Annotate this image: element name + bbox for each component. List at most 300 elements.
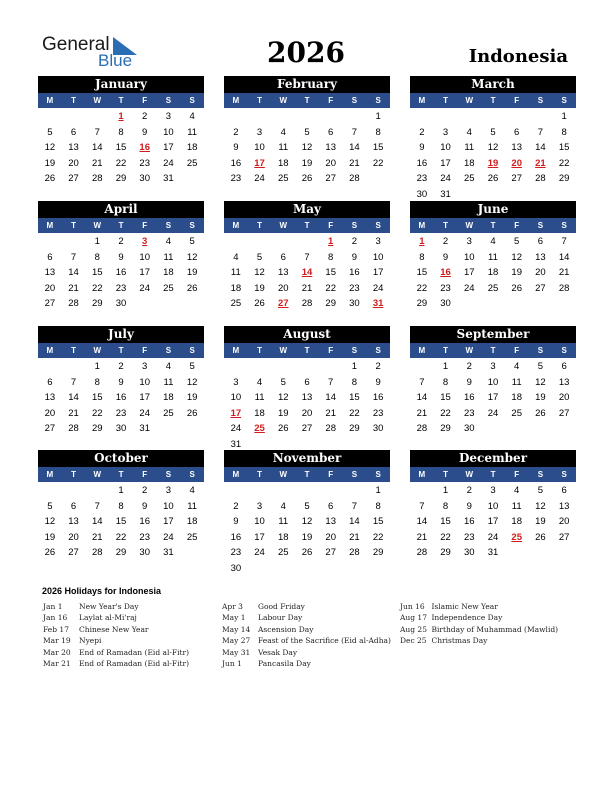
weekday-header (38, 218, 204, 233)
weekday-label: M (232, 470, 240, 479)
weekday-label: T (443, 346, 449, 355)
weekday-header (410, 467, 576, 482)
day-cell: 6 (537, 236, 544, 247)
day-cell: 26 (535, 531, 546, 543)
day-cell: 27 (535, 282, 546, 294)
day-cell: 3 (256, 500, 263, 512)
day-cell: 30 (372, 423, 384, 434)
day-cell: 1 (442, 485, 449, 496)
day-cell: 24 (163, 531, 174, 543)
weekday-header (410, 93, 576, 108)
holiday-row (43, 624, 223, 635)
day-cell: 23 (139, 531, 150, 543)
weekday-label: S (189, 96, 195, 105)
weekday-label: M (418, 470, 426, 479)
empty-cell (62, 483, 86, 499)
day-cell: 11 (187, 126, 198, 138)
holiday-row (400, 601, 580, 612)
day-cell: 13 (68, 516, 79, 527)
day-grid (38, 483, 204, 561)
day-cell: 16 (115, 392, 127, 403)
weekday-label: W (465, 470, 474, 479)
holiday-date: May 14 (222, 624, 251, 634)
day-cell: 10 (254, 516, 265, 527)
day-cell: 16 (230, 531, 242, 543)
empty-cell (319, 483, 343, 499)
day-cell: 2 (442, 236, 449, 247)
day-cell: 10 (163, 126, 174, 138)
day-cell: 13 (511, 142, 522, 153)
day-cell: 27 (558, 407, 570, 419)
day-cell: 1 (351, 361, 358, 372)
day-cell: 4 (233, 251, 239, 263)
day-cell: 25 (277, 547, 289, 558)
day-cell: 31 (487, 547, 499, 558)
weekday-label: S (375, 470, 381, 479)
day-cell: 29 (558, 173, 570, 184)
day-cell: 5 (490, 126, 496, 138)
weekday-header (224, 467, 390, 482)
day-cell: 9 (233, 516, 239, 527)
holiday-date: Jan 1 (43, 602, 63, 611)
day-cell: 9 (142, 126, 148, 138)
holiday-day-cell: 3 (142, 236, 148, 247)
day-grid (38, 234, 204, 312)
day-cell: 7 (537, 126, 544, 138)
day-cell: 13 (558, 500, 570, 512)
day-cell: 5 (256, 251, 263, 263)
empty-cell (295, 483, 319, 499)
day-cell: 17 (254, 531, 265, 543)
day-cell: 28 (349, 173, 360, 184)
empty-cell (529, 109, 553, 125)
day-cell: 30 (463, 547, 475, 558)
weekday-label: S (351, 96, 358, 105)
day-cell: 13 (44, 267, 56, 278)
day-cell: 10 (463, 251, 475, 263)
day-cell: 2 (233, 126, 239, 138)
weekday-label: T (304, 221, 310, 230)
day-cell: 17 (163, 142, 174, 153)
day-cell: 9 (375, 376, 381, 388)
day-cell: 22 (558, 157, 570, 169)
weekday-label: T (304, 346, 310, 355)
day-cell: 23 (230, 173, 242, 184)
empty-cell (248, 483, 272, 499)
day-cell: 24 (230, 423, 242, 434)
day-cell: 2 (142, 111, 148, 122)
day-cell: 26 (301, 173, 313, 184)
day-cell: 26 (44, 547, 56, 558)
day-cell: 18 (511, 516, 522, 527)
weekday-label: S (537, 96, 544, 105)
weekday-label: M (46, 470, 54, 479)
empty-cell (271, 359, 295, 375)
weekday-label: S (351, 346, 358, 355)
weekday-label: T (71, 470, 77, 479)
day-grid (38, 109, 204, 187)
day-cell: 4 (256, 376, 263, 388)
day-cell: 11 (464, 142, 475, 153)
day-cell: 22 (349, 407, 360, 419)
day-cell: 11 (230, 267, 241, 278)
weekday-label: T (257, 346, 263, 355)
holiday-date: Mar 21 (43, 658, 71, 668)
weekday-label: W (279, 346, 288, 355)
day-cell: 21 (68, 282, 79, 294)
day-cell: 16 (115, 267, 127, 278)
day-cell: 22 (372, 157, 384, 169)
day-cell: 30 (440, 298, 451, 309)
day-cell: 28 (91, 173, 103, 184)
holiday-day-cell: 17 (230, 407, 242, 419)
month-december (410, 450, 576, 561)
empty-cell (319, 109, 343, 125)
day-cell: 13 (277, 267, 289, 278)
day-cell: 28 (558, 282, 570, 294)
day-cell: 6 (304, 376, 310, 388)
empty-cell (271, 483, 295, 499)
day-cell: 15 (115, 516, 127, 527)
day-cell: 23 (349, 282, 360, 294)
day-cell: 15 (91, 267, 103, 278)
day-cell: 6 (514, 126, 520, 138)
day-cell: 20 (277, 282, 289, 294)
day-cell: 25 (230, 298, 242, 309)
weekday-header (38, 93, 204, 108)
day-cell: 3 (233, 376, 239, 388)
day-cell: 12 (44, 516, 56, 527)
day-cell: 9 (118, 376, 124, 388)
day-cell: 6 (561, 485, 567, 496)
weekday-header (410, 343, 576, 358)
day-cell: 2 (466, 361, 472, 372)
empty-cell (295, 234, 319, 250)
day-cell: 14 (349, 142, 360, 153)
day-cell: 13 (325, 516, 336, 527)
day-cell: 3 (165, 111, 172, 122)
day-cell: 4 (514, 361, 520, 372)
day-cell: 8 (94, 251, 100, 263)
day-cell: 2 (118, 236, 124, 247)
weekday-label: T (490, 346, 496, 355)
day-cell: 26 (511, 282, 522, 294)
weekday-label: T (118, 221, 124, 230)
weekday-label: S (165, 96, 172, 105)
day-cell: 24 (463, 282, 475, 294)
day-cell: 23 (372, 407, 384, 419)
day-cell: 18 (163, 267, 174, 278)
day-cell: 14 (325, 392, 336, 403)
day-cell: 16 (463, 392, 475, 403)
holiday-day-cell: 1 (419, 236, 425, 247)
day-cell: 9 (233, 142, 239, 153)
day-cell: 17 (487, 516, 499, 527)
holiday-name: Nyepi (79, 636, 102, 646)
holiday-row (222, 612, 402, 623)
day-cell: 28 (325, 423, 336, 434)
month-september (410, 326, 576, 437)
weekday-label: M (46, 346, 54, 355)
weekday-header (224, 93, 390, 108)
month-november (224, 450, 390, 576)
day-cell: 12 (535, 376, 546, 388)
day-cell: 22 (440, 531, 451, 543)
empty-cell (481, 109, 505, 125)
holiday-name: Good Friday (258, 602, 305, 611)
day-cell: 14 (535, 142, 546, 153)
weekday-header (224, 218, 390, 233)
weekday-label: F (514, 221, 520, 230)
day-cell: 26 (44, 173, 56, 184)
day-cell: 23 (440, 282, 451, 294)
day-cell: 4 (189, 111, 195, 122)
day-cell: 7 (419, 376, 425, 388)
day-cell: 25 (186, 157, 198, 169)
day-cell: 14 (68, 392, 79, 403)
holiday-row (400, 624, 580, 635)
weekday-label: S (561, 470, 567, 479)
day-cell: 25 (277, 173, 289, 184)
day-cell: 14 (68, 267, 79, 278)
day-cell: 15 (372, 516, 384, 527)
day-cell: 14 (416, 516, 428, 527)
holidays-column (222, 601, 402, 669)
day-cell: 26 (487, 173, 499, 184)
weekday-label: T (257, 221, 263, 230)
day-cell: 20 (68, 157, 79, 169)
day-cell: 18 (230, 282, 242, 294)
month-october (38, 450, 204, 561)
weekday-label: T (118, 96, 124, 105)
holidays-title: 2026 Holidays for Indonesia (42, 586, 162, 596)
empty-cell (271, 109, 295, 125)
day-cell: 5 (304, 500, 310, 512)
day-cell: 26 (186, 407, 198, 419)
day-cell: 2 (351, 236, 358, 247)
day-cell: 21 (349, 531, 360, 543)
day-cell: 18 (277, 157, 289, 169)
holiday-row (43, 612, 223, 623)
day-cell: 31 (163, 173, 174, 184)
day-cell: 6 (328, 500, 334, 512)
day-cell: 7 (94, 126, 100, 138)
day-cell: 29 (440, 423, 451, 434)
weekday-label: F (514, 96, 520, 105)
day-cell: 17 (487, 392, 499, 403)
day-cell: 22 (91, 407, 103, 419)
empty-cell (85, 483, 109, 499)
day-cell: 6 (280, 251, 286, 263)
month-january (38, 76, 204, 187)
day-cell: 13 (44, 392, 56, 403)
month-april (38, 201, 204, 312)
calendar-year: 2026 (267, 36, 345, 69)
day-cell: 29 (91, 423, 103, 434)
day-cell: 8 (442, 500, 449, 512)
day-cell: 21 (91, 157, 103, 169)
weekday-label: T (304, 470, 310, 479)
day-cell: 24 (254, 173, 265, 184)
day-cell: 20 (44, 282, 56, 294)
day-cell: 15 (416, 267, 428, 278)
empty-cell (271, 234, 295, 250)
holiday-name: Feast of the Sacrifice (Eid al-Adha) (258, 636, 391, 646)
weekday-label: T (257, 96, 263, 105)
day-cell: 16 (372, 392, 384, 403)
day-cell: 9 (118, 251, 124, 263)
day-cell: 28 (301, 298, 313, 309)
weekday-label: T (443, 221, 449, 230)
weekday-label: M (232, 96, 240, 105)
day-cell: 10 (254, 142, 265, 153)
weekday-label: S (351, 470, 358, 479)
day-cell: 11 (163, 251, 174, 263)
day-cell: 3 (165, 485, 172, 496)
day-cell: 19 (254, 282, 265, 294)
day-cell: 1 (94, 361, 100, 372)
day-cell: 27 (68, 547, 79, 558)
empty-cell (248, 109, 272, 125)
day-cell: 28 (68, 423, 79, 434)
day-cell: 15 (372, 142, 384, 153)
day-cell: 19 (44, 531, 56, 543)
weekday-label: F (142, 470, 148, 479)
day-cell: 4 (490, 236, 496, 247)
day-cell: 12 (535, 500, 546, 512)
weekday-label: W (279, 96, 288, 105)
day-cell: 1 (375, 485, 381, 496)
day-cell: 7 (561, 236, 567, 247)
holiday-row (43, 658, 223, 669)
day-cell: 23 (416, 173, 428, 184)
day-cell: 8 (375, 126, 381, 138)
weekday-label: S (375, 346, 381, 355)
day-cell: 16 (139, 516, 150, 527)
day-cell: 4 (165, 361, 172, 372)
day-grid (38, 359, 204, 437)
day-cell: 5 (280, 376, 286, 388)
day-cell: 11 (163, 376, 174, 388)
day-cell: 18 (186, 142, 198, 153)
holidays-column (400, 601, 580, 647)
weekday-label: T (304, 96, 310, 105)
day-cell: 14 (91, 142, 103, 153)
holiday-name: Labour Day (258, 613, 303, 623)
day-cell: 8 (328, 251, 334, 263)
empty-cell (224, 109, 248, 125)
day-cell: 9 (351, 251, 358, 263)
weekday-label: M (232, 221, 240, 230)
country-name: Indonesia (468, 46, 568, 67)
holiday-name: Vesak Day (258, 647, 298, 657)
day-cell: 24 (487, 531, 499, 543)
logo-text-general: General (42, 34, 110, 55)
weekday-label: T (71, 221, 77, 230)
day-cell: 27 (301, 423, 313, 434)
day-cell: 27 (44, 298, 56, 309)
day-cell: 16 (463, 516, 475, 527)
weekday-label: T (71, 346, 77, 355)
month-may (224, 201, 390, 312)
weekday-label: S (165, 346, 172, 355)
weekday-label: W (279, 470, 288, 479)
day-cell: 19 (186, 392, 198, 403)
weekday-header (38, 343, 204, 358)
holiday-row (43, 635, 223, 646)
weekday-label: T (490, 470, 496, 479)
holiday-name: End of Ramadan (Eid al-Fitr) (79, 647, 190, 657)
day-cell: 12 (301, 142, 313, 153)
weekday-header (224, 343, 390, 358)
day-cell: 23 (463, 531, 475, 543)
day-cell: 23 (463, 407, 475, 419)
day-grid (224, 109, 390, 187)
day-cell: 14 (416, 392, 428, 403)
day-cell: 4 (189, 485, 195, 496)
day-cell: 29 (91, 298, 103, 309)
day-cell: 12 (301, 516, 313, 527)
day-cell: 23 (139, 157, 150, 169)
holiday-name: Independence Day (431, 613, 503, 623)
empty-cell (248, 359, 272, 375)
day-cell: 30 (115, 298, 127, 309)
day-cell: 31 (163, 547, 174, 558)
day-cell: 28 (91, 547, 103, 558)
day-cell: 7 (419, 500, 425, 512)
holiday-date: Jan 16 (43, 613, 68, 623)
day-cell: 1 (375, 111, 381, 122)
day-cell: 11 (254, 392, 265, 403)
weekday-label: F (328, 221, 334, 230)
weekday-label: M (46, 221, 54, 230)
day-cell: 14 (558, 251, 570, 263)
day-grid (410, 359, 576, 437)
weekday-label: W (465, 96, 474, 105)
day-cell: 8 (351, 376, 358, 388)
holiday-day-cell: 25 (511, 531, 522, 543)
weekday-label: T (443, 96, 449, 105)
day-cell: 18 (511, 392, 522, 403)
day-cell: 20 (301, 407, 313, 419)
day-cell: 7 (351, 500, 358, 512)
weekday-label: T (257, 470, 263, 479)
day-cell: 10 (230, 392, 242, 403)
weekday-label: S (189, 346, 195, 355)
weekday-label: F (328, 96, 334, 105)
day-cell: 4 (514, 485, 520, 496)
holiday-day-cell: 19 (487, 157, 499, 169)
day-cell: 28 (416, 547, 428, 558)
weekday-label: M (46, 96, 54, 105)
day-cell: 22 (325, 282, 336, 294)
day-cell: 31 (440, 188, 451, 200)
day-cell: 21 (91, 531, 103, 543)
month-title: May (224, 201, 390, 218)
month-title: March (410, 76, 576, 93)
holiday-date: Apr 3 (222, 602, 243, 611)
empty-cell (410, 109, 434, 125)
day-grid (224, 234, 390, 312)
weekday-label: W (93, 346, 102, 355)
weekday-label: T (490, 96, 496, 105)
day-cell: 24 (254, 547, 265, 558)
day-cell: 7 (70, 251, 77, 263)
month-title: February (224, 76, 390, 93)
day-cell: 4 (466, 126, 472, 138)
day-cell: 22 (115, 531, 127, 543)
day-cell: 6 (561, 361, 567, 372)
